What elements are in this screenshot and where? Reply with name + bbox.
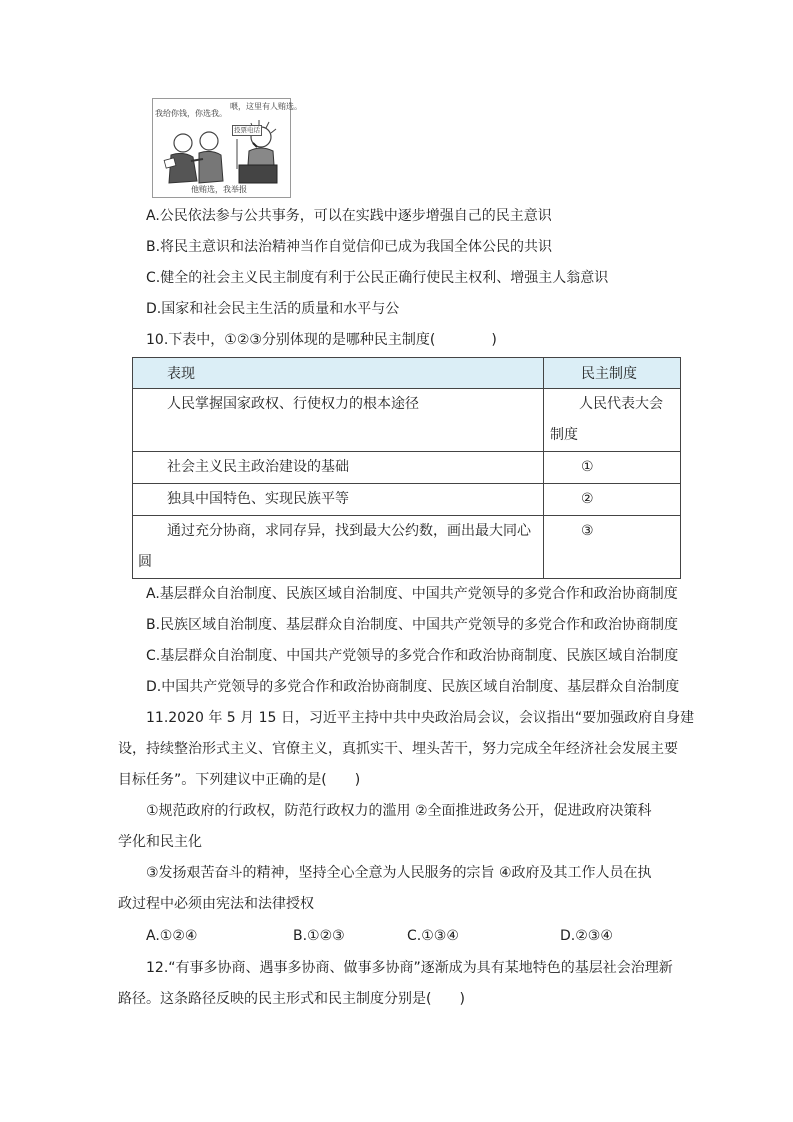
q9-option-d: D.国家和社会民主生活的质量和水平与公: [146, 301, 400, 317]
q11-stem-line1: 11.2020 年 5 月 15 日，习近平主持中共中央政治局会议，会议指出“要加强政府自身建: [146, 710, 695, 726]
table-header-system: 民主制度: [544, 358, 681, 389]
q10-option-c: C.基层群众自治制度、中国共产党领导的多党合作和政治协商制度、民族区域自治制度: [146, 648, 679, 664]
table-row: [133, 516, 681, 579]
table-cell-system: ②: [544, 484, 681, 516]
table-row: [133, 484, 681, 516]
q10-option-a: A.基层群众自治制度、民族区域自治制度、中国共产党领导的多党合作和政治协商制度: [146, 586, 678, 602]
table-header-expression: 表现: [133, 358, 544, 389]
q9-option-a: A.公民依法参与公共事务，可以在实践中逐步增强自己的民主意识: [146, 208, 552, 224]
table-cell-expression: 通过充分协商，求同存异，找到最大公约数，画出最大同心 圆: [133, 516, 544, 579]
q10-option-d: D.中国共产党领导的多党合作和政治协商制度、民族区域自治制度、基层群众自治制度: [146, 679, 680, 695]
table-row: [133, 452, 681, 484]
q11-choice-d: D.②③④: [560, 928, 613, 944]
q11-item-line1: ①规范政府的行政权，防范行政权力的滥用 ②全面推进政务公开，促进政府决策科: [146, 803, 652, 819]
q9-option-c: C.健全的社会主义民主制度有利于公民正确行使民主权利、增强主人翁意识: [146, 270, 609, 286]
table-cell-expression: 社会主义民主政治建设的基础: [133, 452, 544, 484]
cartoon-speech-left: 我给你钱，你选我。: [155, 109, 227, 118]
q11-item-line2: 学化和民主化: [118, 834, 202, 850]
table-cell-system: ③: [544, 516, 681, 579]
q11-stem-line3: 目标任务”。下列建议中正确的是( ): [118, 772, 361, 788]
table-cell-system: 人民代表大会 制度: [544, 389, 681, 452]
q12-stem-line2: 路径。这条路径反映的民主形式和民主制度分别是( ): [118, 991, 465, 1007]
q10-stem: 10.下表中，①②③分别体现的是哪种民主制度( ): [146, 332, 497, 348]
table-row: [133, 389, 681, 452]
q10-option-b: B.民族区域自治制度、基层群众自治制度、中国共产党领导的多党合作和政治协商制度: [146, 617, 679, 633]
table-cell-expression: 独具中国特色、实现民族平等: [133, 484, 544, 516]
table-cell-system: ①: [544, 452, 681, 484]
cartoon-illustration: [152, 98, 302, 198]
q12-stem-line1: 12.“有事多协商、遇事多协商、做事多协商”逐渐成为具有某地特色的基层社会治理新: [146, 960, 673, 976]
q10-table: [132, 357, 681, 579]
q9-option-b: B.将民主意识和法治精神当作自觉信仰已成为我国全体公民的共识: [146, 239, 553, 255]
q11-choice-a: A.①②④: [146, 928, 198, 944]
cartoon-speech-right: 喂，这里有人贿选。: [230, 102, 302, 111]
table-header-row: [133, 358, 681, 389]
q11-choice-b: B.①②③: [293, 928, 345, 944]
q11-item-line4: 政过程中必须由宪法和法律授权: [118, 896, 314, 912]
q11-choice-c: C.①③④: [407, 928, 459, 944]
cartoon-sign: 投票电话: [234, 126, 260, 134]
table-cell-expression: 人民掌握国家政权、行使权力的根本途径: [133, 389, 544, 452]
cartoon-caption: 他贿选，我举报: [191, 185, 247, 194]
q11-stem-line2: 设，持续整治形式主义、官僚主义，真抓实干、埋头苦干，努力完成全年经济社会发展主要: [118, 741, 678, 757]
q11-item-line3: ③发扬艰苦奋斗的精神，坚持全心全意为人民服务的宗旨 ④政府及其工作人员在执: [146, 865, 652, 881]
